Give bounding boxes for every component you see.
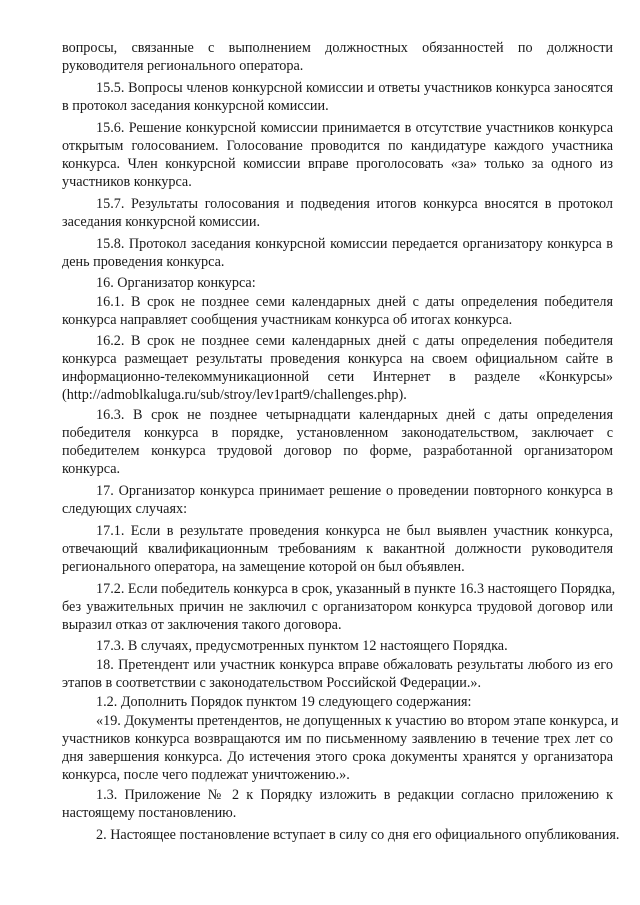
text-line: 1.3. Приложение № 2 к Порядку изложить в редакции согласно приложению к [96, 787, 613, 803]
text-line: 16.3. В срок не позднее четырнадцати календарных дней с даты определения [96, 407, 613, 423]
text-line: следующих случаях: [62, 501, 188, 517]
text-line: 15.8. Протокол заседания конкурсной комиссии передается организатору конкурса в [96, 236, 613, 252]
text-line: регионального оператора, на замещение которой он был объявлен. [62, 559, 465, 575]
text-line: 1.2. Дополнить Порядок пунктом 19 следующего содержания: [96, 694, 472, 710]
text-line: (http://admoblkaluga.ru/sub/stroy/lev1part9/challenges.php). [62, 387, 407, 403]
text-line: конкурса. Член конкурсной комиссии вправе проголосовать «за» только за одного из [62, 156, 613, 172]
text-line: 16.1. В срок не позднее семи календарных дней с даты определения победителя [96, 294, 613, 310]
text-line: этапов в соответствии с законодательством Российской Федерации.». [62, 675, 482, 691]
text-line: конкурса, после чего подлежат уничтожению.». [62, 767, 350, 783]
text-line: 15.6. Решение конкурсной комиссии принимается в отсутствие участников конкурса [96, 120, 613, 136]
text-line: 16. Организатор конкурса: [96, 275, 256, 291]
text-line: 15.7. Результаты голосования и подведения итогов конкурса вносятся в протокол [96, 196, 613, 212]
text-line: выразил отказ от заключения такого договора. [62, 617, 342, 633]
text-line: победителя конкурса в порядке, установленном законодательством, заключает с [62, 425, 613, 441]
text-line: 17. Организатор конкурса принимает решение о проведении повторного конкурса в [96, 483, 613, 499]
text-line: без уважительных причин не заключил с организатором конкурса трудовой договор или [62, 599, 613, 615]
text-line: «19. Документы претендентов, не допущенных к участию во втором этапе конкурса, и [96, 713, 619, 729]
text-line: 17.1. Если в результате проведения конкурса не был выявлен участник конкурса, [96, 523, 613, 539]
text-line: конкурса направляет сообщения участникам конкурса об итогах конкурса. [62, 312, 513, 328]
text-line: вопросы, связанные с выполнением должностных обязанностей по должности [62, 40, 613, 56]
text-line: отвечающий квалификационным требованиям к вакантной должности руководителя [62, 541, 613, 557]
text-line: конкурса размещает результаты проведения конкурса на своем официальном сайте в [62, 351, 613, 367]
text-line: участников конкурса. [62, 174, 192, 190]
text-line: 17.2. Если победитель конкурса в срок, указанный в пункте 16.3 настоящего Порядка, [96, 581, 616, 597]
text-line: день проведения конкурса. [62, 254, 225, 270]
text-line: руководителя регионального оператора. [62, 58, 304, 74]
text-line: 18. Претендент или участник конкурса вправе обжаловать результаты любого из его [96, 657, 613, 673]
text-line: дня завершения конкурса. До истечения этого срока документы хранятся у организатора [62, 749, 613, 765]
text-line: 15.5. Вопросы членов конкурсной комиссии и ответы участников конкурса заносятся [96, 80, 613, 96]
text-line: настоящему постановлению. [62, 805, 237, 821]
text-line: конкурса. [62, 461, 121, 477]
text-line: заседания конкурсной комиссии. [62, 214, 261, 230]
text-line: участников конкурса возвращаются им по письменному заявлению в течение трех лет со [62, 731, 613, 747]
text-line: информационно-телекоммуникационной сети Интернет в разделе «Конкурсы» [62, 369, 613, 385]
text-line: 17.3. В случаях, предусмотренных пунктом 12 настоящего Порядка. [96, 638, 508, 654]
text-line: победителем конкурса трудовой договор по форме, разработанной организатором [62, 443, 613, 459]
text-line: открытым голосованием. Голосование проводится по кандидатуре каждого участника [62, 138, 613, 154]
text-line: в протокол заседания конкурсной комиссии. [62, 98, 329, 114]
text-line: 16.2. В срок не позднее семи календарных дней с даты определения победителя [96, 333, 613, 349]
text-line: 2. Настоящее постановление вступает в силу со дня его официального опубликования. [96, 827, 620, 843]
